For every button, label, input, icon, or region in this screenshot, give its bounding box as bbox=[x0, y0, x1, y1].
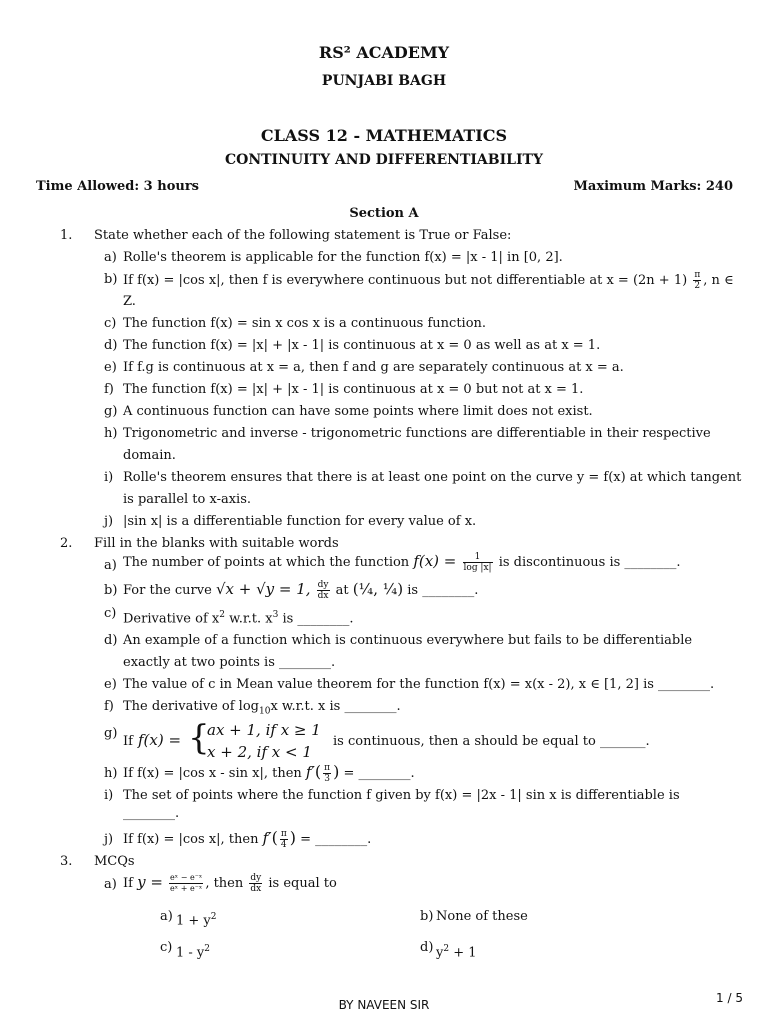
item-label: a) bbox=[104, 558, 117, 573]
option-text: 1 + y bbox=[176, 913, 211, 929]
item-label: i) bbox=[104, 788, 114, 803]
item-text: The function f(x) = |x| + |x - 1| is continuous at x = 0 as well as at x = 1. bbox=[123, 338, 601, 353]
item-text: The value of c in Mean value theorem for the function f(x) = x(x - 2), x ∈ [1, 2] is ________. bbox=[123, 677, 715, 692]
item-text-part: x w.r.t. x is ________. bbox=[270, 699, 401, 714]
item-text: The function f(x) = sin x cos x is a continuous function. bbox=[123, 316, 487, 331]
item-text-part: The derivative of log bbox=[123, 699, 259, 714]
piecewise-case: ax + 1, if x ≥ 1 bbox=[207, 721, 321, 739]
exponent: 2 bbox=[204, 944, 211, 954]
time-allowed: Time Allowed: 3 hours bbox=[36, 179, 199, 194]
item-text bbox=[123, 610, 354, 626]
item-label: g) bbox=[104, 404, 118, 419]
option-d-text bbox=[436, 944, 477, 960]
item-label: b) bbox=[104, 583, 118, 598]
item-text: |sin x| is a differentiable function for every value of x. bbox=[123, 514, 477, 529]
question-number: 2. bbox=[60, 536, 73, 551]
item-text: A continuous function can have some points where limit does not exist. bbox=[123, 404, 593, 419]
item-text-part: = ________. bbox=[343, 766, 415, 781]
option-label: d) bbox=[420, 940, 434, 955]
footer-author: BY NAVEEN SIR bbox=[338, 998, 430, 1012]
item-text-part: is continuous, then a should be equal to _______. bbox=[333, 734, 650, 749]
item-text-part: For the curve bbox=[123, 583, 212, 598]
option-c-text bbox=[176, 944, 210, 960]
pi-over-2-fraction bbox=[693, 270, 701, 291]
item-label: a) bbox=[104, 877, 117, 892]
piecewise-case: x + 2, if x < 1 bbox=[207, 743, 312, 761]
item-text bbox=[123, 270, 734, 291]
question-text: MCQs bbox=[94, 854, 135, 869]
curve-equation: √x + √y = 1, bbox=[215, 580, 311, 598]
item-text-part: is ________. bbox=[278, 611, 354, 627]
item-text-continued: Z. bbox=[123, 294, 136, 309]
function-notation: y = bbox=[137, 873, 163, 891]
option-b-text: None of these bbox=[436, 909, 528, 924]
item-text: Trigonometric and inverse - trigonometric functions are differentiable in their respective bbox=[123, 426, 711, 441]
item-text: If f(x) = |cos x - sin x|, then f′( $\frac{\pi}{3}$ ) = ________. bbox=[123, 762, 415, 784]
item-text-part: , then bbox=[205, 876, 244, 891]
item-text: If f(x) = |cos x|, then f′( $\frac{\pi}{4}$ ) = ________. bbox=[123, 828, 372, 850]
item-text-part: w.r.t. x bbox=[224, 611, 273, 627]
item-label: e) bbox=[104, 677, 117, 692]
function-notation: f(x) = bbox=[138, 731, 182, 749]
question-text: Fill in the blanks with suitable words bbox=[94, 536, 339, 551]
item-label: b) bbox=[104, 272, 118, 287]
item-label: a) bbox=[104, 250, 117, 265]
exponential-fraction bbox=[169, 873, 203, 894]
option-text: 1 - y bbox=[176, 945, 205, 961]
pi-over-3-fraction bbox=[323, 763, 331, 784]
item-text: The function f(x) = |x| + |x - 1| is continuous at x = 0 but not at x = 1. bbox=[123, 382, 584, 397]
item-text-part: If f(x) = |cos x|, then f is everywhere continuous but not differentiable at x = (2n + 1) bbox=[123, 273, 688, 288]
dy-dx-fraction bbox=[317, 580, 330, 601]
class-title: CLASS 12 - MATHEMATICS bbox=[260, 126, 508, 145]
derivative-notation: f′ bbox=[262, 829, 272, 847]
fraction-numerator: 1 bbox=[463, 552, 493, 563]
item-text-continued: exactly at two points is ________. bbox=[123, 655, 336, 670]
fraction-numerator: π bbox=[280, 829, 287, 839]
item-label: j) bbox=[104, 514, 114, 529]
fraction-denominator: eˣ + e⁻ˣ bbox=[170, 884, 203, 893]
exponent: 2 bbox=[210, 912, 217, 922]
option-text: + 1 bbox=[449, 945, 477, 961]
question-number: 1. bbox=[60, 228, 73, 243]
log-base: 10 bbox=[258, 706, 271, 717]
fraction-numerator: dy bbox=[317, 580, 329, 590]
item-text-part: Derivative of x bbox=[123, 611, 220, 627]
item-text bbox=[123, 873, 337, 894]
item-text-part: If f(x) = |cos x|, then bbox=[123, 832, 259, 847]
item-label: i) bbox=[104, 470, 114, 485]
pi-over-4-fraction bbox=[280, 829, 288, 850]
function-notation: f(x) = bbox=[413, 552, 457, 570]
question-number: 3. bbox=[60, 854, 73, 869]
option-a-text bbox=[176, 912, 217, 928]
item-text-part: at bbox=[335, 583, 349, 598]
reciprocal-log-fraction bbox=[463, 552, 493, 573]
item-text-part: is ________. bbox=[407, 583, 479, 598]
item-text bbox=[123, 699, 401, 717]
point-coordinates: (¼, ¼) bbox=[352, 580, 404, 598]
fraction-denominator: 3 bbox=[324, 774, 330, 784]
chapter-title: CONTINUITY AND DIFFERENTIABILITY bbox=[225, 152, 543, 168]
item-label: f) bbox=[104, 382, 114, 397]
academy-title: RS² ACADEMY bbox=[318, 43, 450, 62]
item-text-part: The number of points at which the function bbox=[123, 555, 410, 570]
fraction-denominator: dx bbox=[250, 884, 262, 894]
item-text: The set of points where the function f given by f(x) = |2x - 1| sin x is differentiable is bbox=[123, 788, 680, 803]
fraction-numerator: π bbox=[694, 270, 701, 280]
page-number: 1 / 5 bbox=[716, 991, 743, 1005]
item-text-continued: is parallel to x-axis. bbox=[123, 492, 252, 507]
item-text-part: If f(x) = |cos x - sin x|, then bbox=[123, 766, 302, 781]
item-label: j) bbox=[104, 832, 114, 847]
exponent: 2 bbox=[443, 944, 450, 954]
item-label: h) bbox=[104, 426, 118, 441]
dy-dx-fraction bbox=[249, 873, 262, 894]
option-label: a) bbox=[160, 909, 173, 924]
derivative-notation: f′ bbox=[305, 763, 315, 781]
item-text-part: is equal to bbox=[268, 876, 337, 891]
option-text: y bbox=[436, 945, 444, 961]
item-label: e) bbox=[104, 360, 117, 375]
item-text bbox=[123, 580, 478, 601]
exponent: 2 bbox=[219, 610, 225, 620]
option-label: c) bbox=[160, 940, 173, 955]
question-text: State whether each of the following statement is True or False: bbox=[94, 228, 512, 243]
fraction-denominator: 4 bbox=[280, 840, 287, 850]
left-brace-icon: { bbox=[188, 718, 210, 758]
exponent: 3 bbox=[272, 610, 279, 620]
location-subtitle: PUNJABI BAGH bbox=[321, 73, 447, 89]
item-text-part: = ________. bbox=[300, 832, 372, 847]
item-text-part: , n ∈ bbox=[703, 273, 734, 288]
item-text-part: is discontinuous is ________. bbox=[498, 555, 681, 570]
item-text-part: If bbox=[123, 734, 133, 749]
item-label: c) bbox=[104, 606, 117, 621]
fraction-numerator: eˣ − e⁻ˣ bbox=[170, 873, 203, 882]
option-label: b) bbox=[420, 909, 434, 924]
item-text: If f.g is continuous at x = a, then f and g are separately continuous at x = a. bbox=[123, 360, 624, 375]
item-text: Rolle's theorem is applicable for the function f(x) = |x - 1| in [0, 2]. bbox=[123, 250, 563, 265]
item-label: c) bbox=[104, 316, 117, 331]
fraction-denominator: log |x| bbox=[463, 563, 492, 573]
item-label: h) bbox=[104, 766, 118, 781]
item-text-continued: ________. bbox=[123, 806, 180, 821]
fraction-denominator: 2 bbox=[694, 281, 701, 291]
item-text: An example of a function which is continuous everywhere but fails to be differentiable bbox=[123, 633, 693, 648]
fraction-numerator: π bbox=[324, 763, 331, 773]
fraction-denominator: dx bbox=[317, 591, 329, 601]
fraction-numerator: dy bbox=[250, 873, 262, 883]
item-text bbox=[123, 552, 681, 573]
item-label: f) bbox=[104, 699, 114, 714]
item-text-part: If bbox=[123, 876, 133, 891]
maximum-marks: Maximum Marks: 240 bbox=[573, 179, 733, 194]
item-text-continued: domain. bbox=[123, 448, 176, 463]
item-label: g) bbox=[104, 726, 118, 741]
item-label: d) bbox=[104, 338, 118, 353]
item-text: Rolle's theorem ensures that there is at least one point on the curve y = f(x) at which tangent bbox=[123, 470, 742, 485]
section-heading: Section A bbox=[349, 206, 419, 221]
item-label: d) bbox=[104, 633, 118, 648]
